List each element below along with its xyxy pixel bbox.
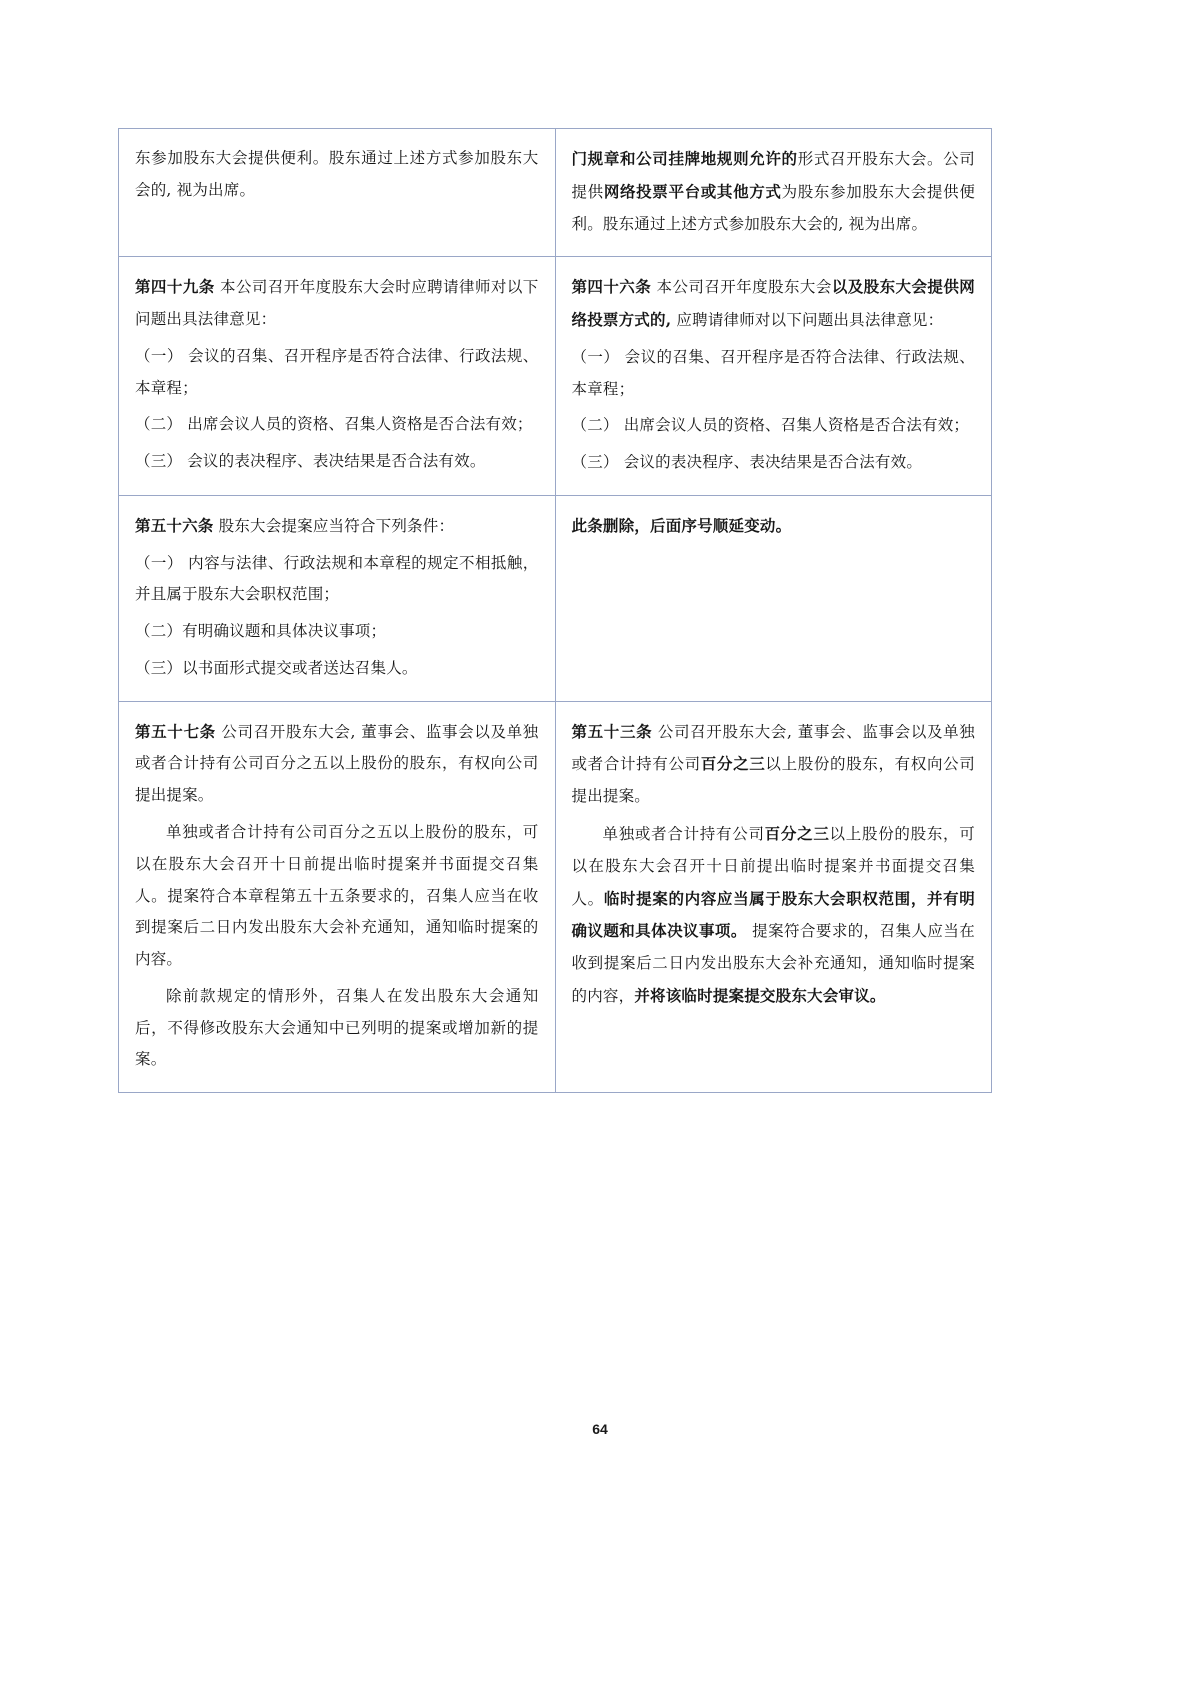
text-run: （一） 内容与法律、行政法规和本章程的规定不相抵触，并且属于股东大会职权范围； <box>135 553 539 604</box>
paragraph <box>572 818 976 1013</box>
text-run: 公司召开股东大会, 董事会、监事会以及单独或者合计持有公司 <box>571 722 975 774</box>
text-emphasis: 门规章和公司挂牌地规则允许的 <box>571 149 798 168</box>
text-run: （二） 出席会议人员的资格、召集人资格是否合法有效； <box>135 415 533 434</box>
paragraph <box>572 271 976 337</box>
table-cell-left <box>119 129 556 257</box>
paragraph <box>572 447 976 479</box>
paragraph <box>135 409 539 441</box>
table-row <box>119 495 992 701</box>
text-run: 本公司召开年度股东大会时应聘请律师对以下问题出具法律意见： <box>135 278 539 329</box>
paragraph <box>572 510 976 543</box>
text-run: 公司召开股东大会, 董事会、监事会以及单独或者合计持有公司百分之五以上股份的股东，有权向公司提出提案。 <box>135 722 539 805</box>
table-cell-right <box>555 495 992 701</box>
text-run: 形式召开股东大会。公司提供 <box>571 150 975 201</box>
paragraph <box>135 510 539 543</box>
paragraph <box>135 653 539 685</box>
text-run: 提案符合要求的，召集人应当在收到提案后二日内发出股东大会补充通知，通知临时提案的内容， <box>571 922 975 1005</box>
paragraph <box>135 981 539 1076</box>
paragraph <box>135 548 539 612</box>
paragraph <box>572 143 976 240</box>
page-number: 64 <box>592 1421 608 1437</box>
paragraph <box>572 716 976 813</box>
paragraph <box>135 616 539 648</box>
text-run: 以上股份的股东，可以在股东大会召开十日前提出临时提案并书面提交召集人。 <box>571 825 975 908</box>
text-emphasis: 第四十九条 <box>135 277 215 297</box>
table-cell-left <box>119 701 556 1092</box>
text-run: 除前款规定的情形外，召集人在发出股东大会通知后，不得修改股东大会通知中已列明的提案或增加新的提案。 <box>135 986 539 1069</box>
text-run: （二）有明确议题和具体决议事项； <box>135 622 387 641</box>
text-emphasis: 第五十三条 <box>571 721 653 741</box>
table-body <box>119 129 992 1093</box>
paragraph <box>135 341 539 405</box>
text-run: （二） 出席会议人员的资格、召集人资格是否合法有效； <box>571 416 970 435</box>
text-emphasis: 此条删除，后面序号顺延变动。 <box>571 515 792 535</box>
text-emphasis: 临时提案的内容应当属于股东大会职权范围，并有明确议题和具体决议事项。 <box>571 888 975 941</box>
text-run: （一） 会议的召集、召开程序是否符合法律、行政法规、本章程； <box>571 347 975 398</box>
text-run: 股东大会提案应当符合下列条件： <box>213 516 455 535</box>
text-emphasis: 百分之三 <box>700 754 766 774</box>
text-emphasis: 第四十六条 <box>571 277 652 297</box>
text-emphasis: 第五十七条 <box>135 721 216 741</box>
table-cell-left <box>119 495 556 701</box>
table-cell-right <box>555 701 992 1092</box>
text-run: （三） 会议的表决程序、表决结果是否合法有效。 <box>571 453 923 472</box>
text-run: 以上股份的股东，有权向公司提出提案。 <box>571 755 975 806</box>
text-emphasis: 网络投票平台或其他方式 <box>603 181 782 201</box>
text-run: 东参加股东大会提供便利。股东通过上述方式参加股东大会的, 视为出席。 <box>135 149 539 199</box>
comparison-table <box>118 128 992 1093</box>
text-emphasis: 百分之三 <box>764 824 830 844</box>
paragraph <box>135 716 539 812</box>
paragraph <box>135 817 539 976</box>
text-emphasis: 第五十六条 <box>135 515 214 535</box>
paragraph <box>135 446 539 478</box>
paragraph <box>572 410 976 442</box>
table-row <box>119 257 992 496</box>
table-cell-right <box>555 257 992 496</box>
text-run: 单独或者合计持有公司百分之五以上股份的股东，可以在股东大会召开十日前提出临时提案并书面提交召集人。提案符合本章程第五十五条要求的，召集人应当在收到提案后二日内发出股东大会补充通知，通知临时提案的内容。 <box>135 823 539 969</box>
text-run: （三） 会议的表决程序、表决结果是否合法有效。 <box>135 452 486 471</box>
table-row <box>119 129 992 257</box>
table-cell-right <box>555 129 992 257</box>
table-cell-left <box>119 257 556 496</box>
text-run: （一） 会议的召集、召开程序是否符合法律、行政法规、本章程； <box>135 346 539 397</box>
paragraph <box>135 271 539 336</box>
text-run: （三）以书面形式提交或者送达召集人。 <box>135 658 418 677</box>
table-row <box>119 701 992 1092</box>
text-run: 为股东参加股东大会提供便利。股东通过上述方式参加股东大会的, 视为出席。 <box>571 182 976 233</box>
paragraph <box>572 342 976 406</box>
text-emphasis: 以及股东大会提供网络投票方式的, <box>571 277 975 330</box>
paragraph <box>135 143 539 207</box>
text-run: 单独或者合计持有公司 <box>602 825 765 844</box>
text-run: 应聘请律师对以下问题出具法律意见： <box>671 311 944 330</box>
text-run: 本公司召开年度股东大会 <box>651 278 832 297</box>
text-emphasis: 并将该临时提案提交股东大会审议。 <box>634 985 886 1005</box>
